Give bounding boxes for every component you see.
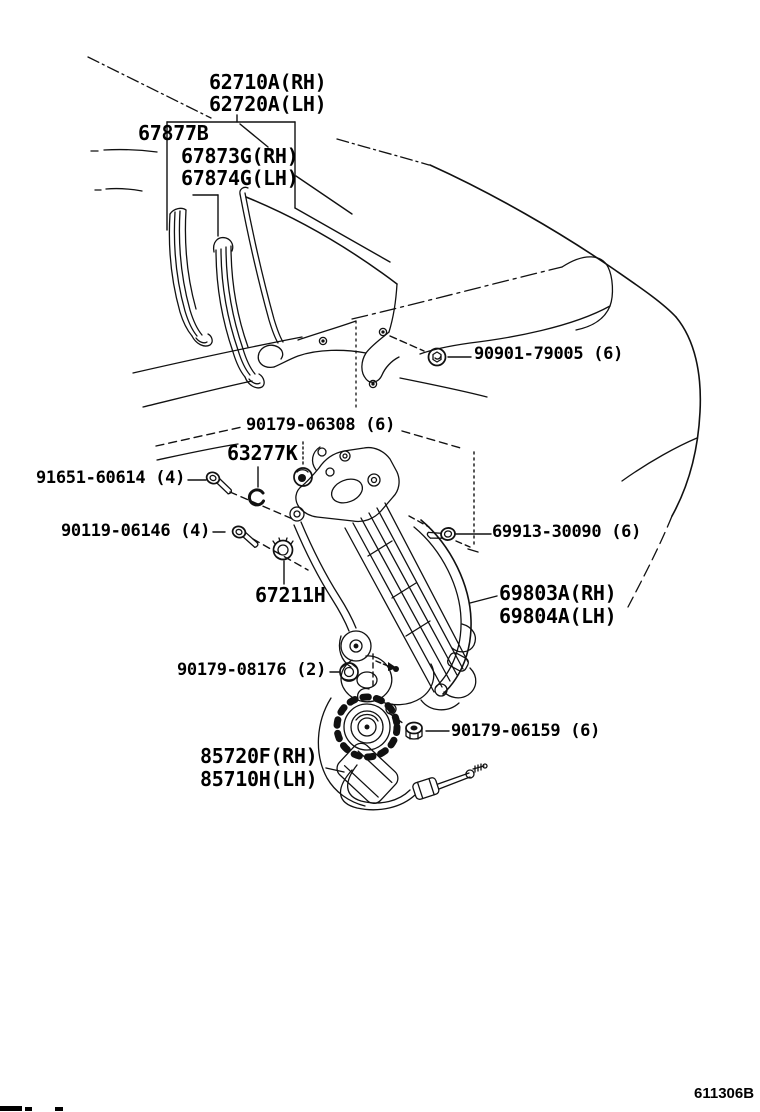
bolt-icon-90119	[230, 525, 262, 548]
cable-end-fitting	[412, 777, 440, 801]
part-label-85720: 85720F(RH)	[200, 744, 318, 768]
quarter-glass	[240, 187, 399, 410]
part-label-85710: 85710H(LH)	[200, 767, 318, 791]
part-label-69913: 69913-30090 (6)	[492, 522, 642, 542]
part-label-63277: 63277K	[227, 441, 298, 465]
glass-run-strip-right	[214, 238, 265, 388]
part-label-62710: 62710A(RH)	[209, 70, 327, 94]
glass-bracket-screw-icon	[319, 328, 386, 387]
glass-run-strip-left	[169, 208, 212, 346]
part-label-67874: 67874G(LH)	[181, 166, 299, 190]
part-label-67873: 67873G(RH)	[181, 144, 299, 168]
corner-mark	[55, 1107, 63, 1111]
nut-icon-06159	[406, 723, 422, 740]
part-label-91651: 91651-60614 (4)	[36, 468, 186, 488]
figure-code: 611306B	[694, 1085, 755, 1102]
bolt-icon-91651	[204, 470, 236, 494]
bolt-icon-90901	[429, 349, 446, 366]
drive-cable	[341, 770, 415, 810]
part-label-62720: 62720A(LH)	[209, 92, 327, 116]
part-label-69804: 69804A(LH)	[499, 604, 617, 628]
part-label-06159: 90179-06159 (6)	[451, 721, 601, 741]
grommet-icon-06308	[294, 468, 312, 486]
corner-mark	[0, 1106, 22, 1111]
grommet-icon-67211	[273, 538, 293, 560]
part-label-67877: 67877B	[138, 121, 209, 145]
part-label-69803: 69803A(RH)	[499, 581, 617, 605]
part-label-90119: 90119-06146 (4)	[61, 521, 211, 541]
corner-mark	[25, 1107, 32, 1111]
motor-assembly	[318, 689, 487, 810]
part-label-90901: 90901-79005 (6)	[474, 344, 624, 364]
part-label-08176: 90179-08176 (2)	[177, 660, 327, 680]
part-label-06308: 90179-06308 (6)	[246, 415, 396, 435]
part-label-67211: 67211H	[255, 583, 326, 607]
